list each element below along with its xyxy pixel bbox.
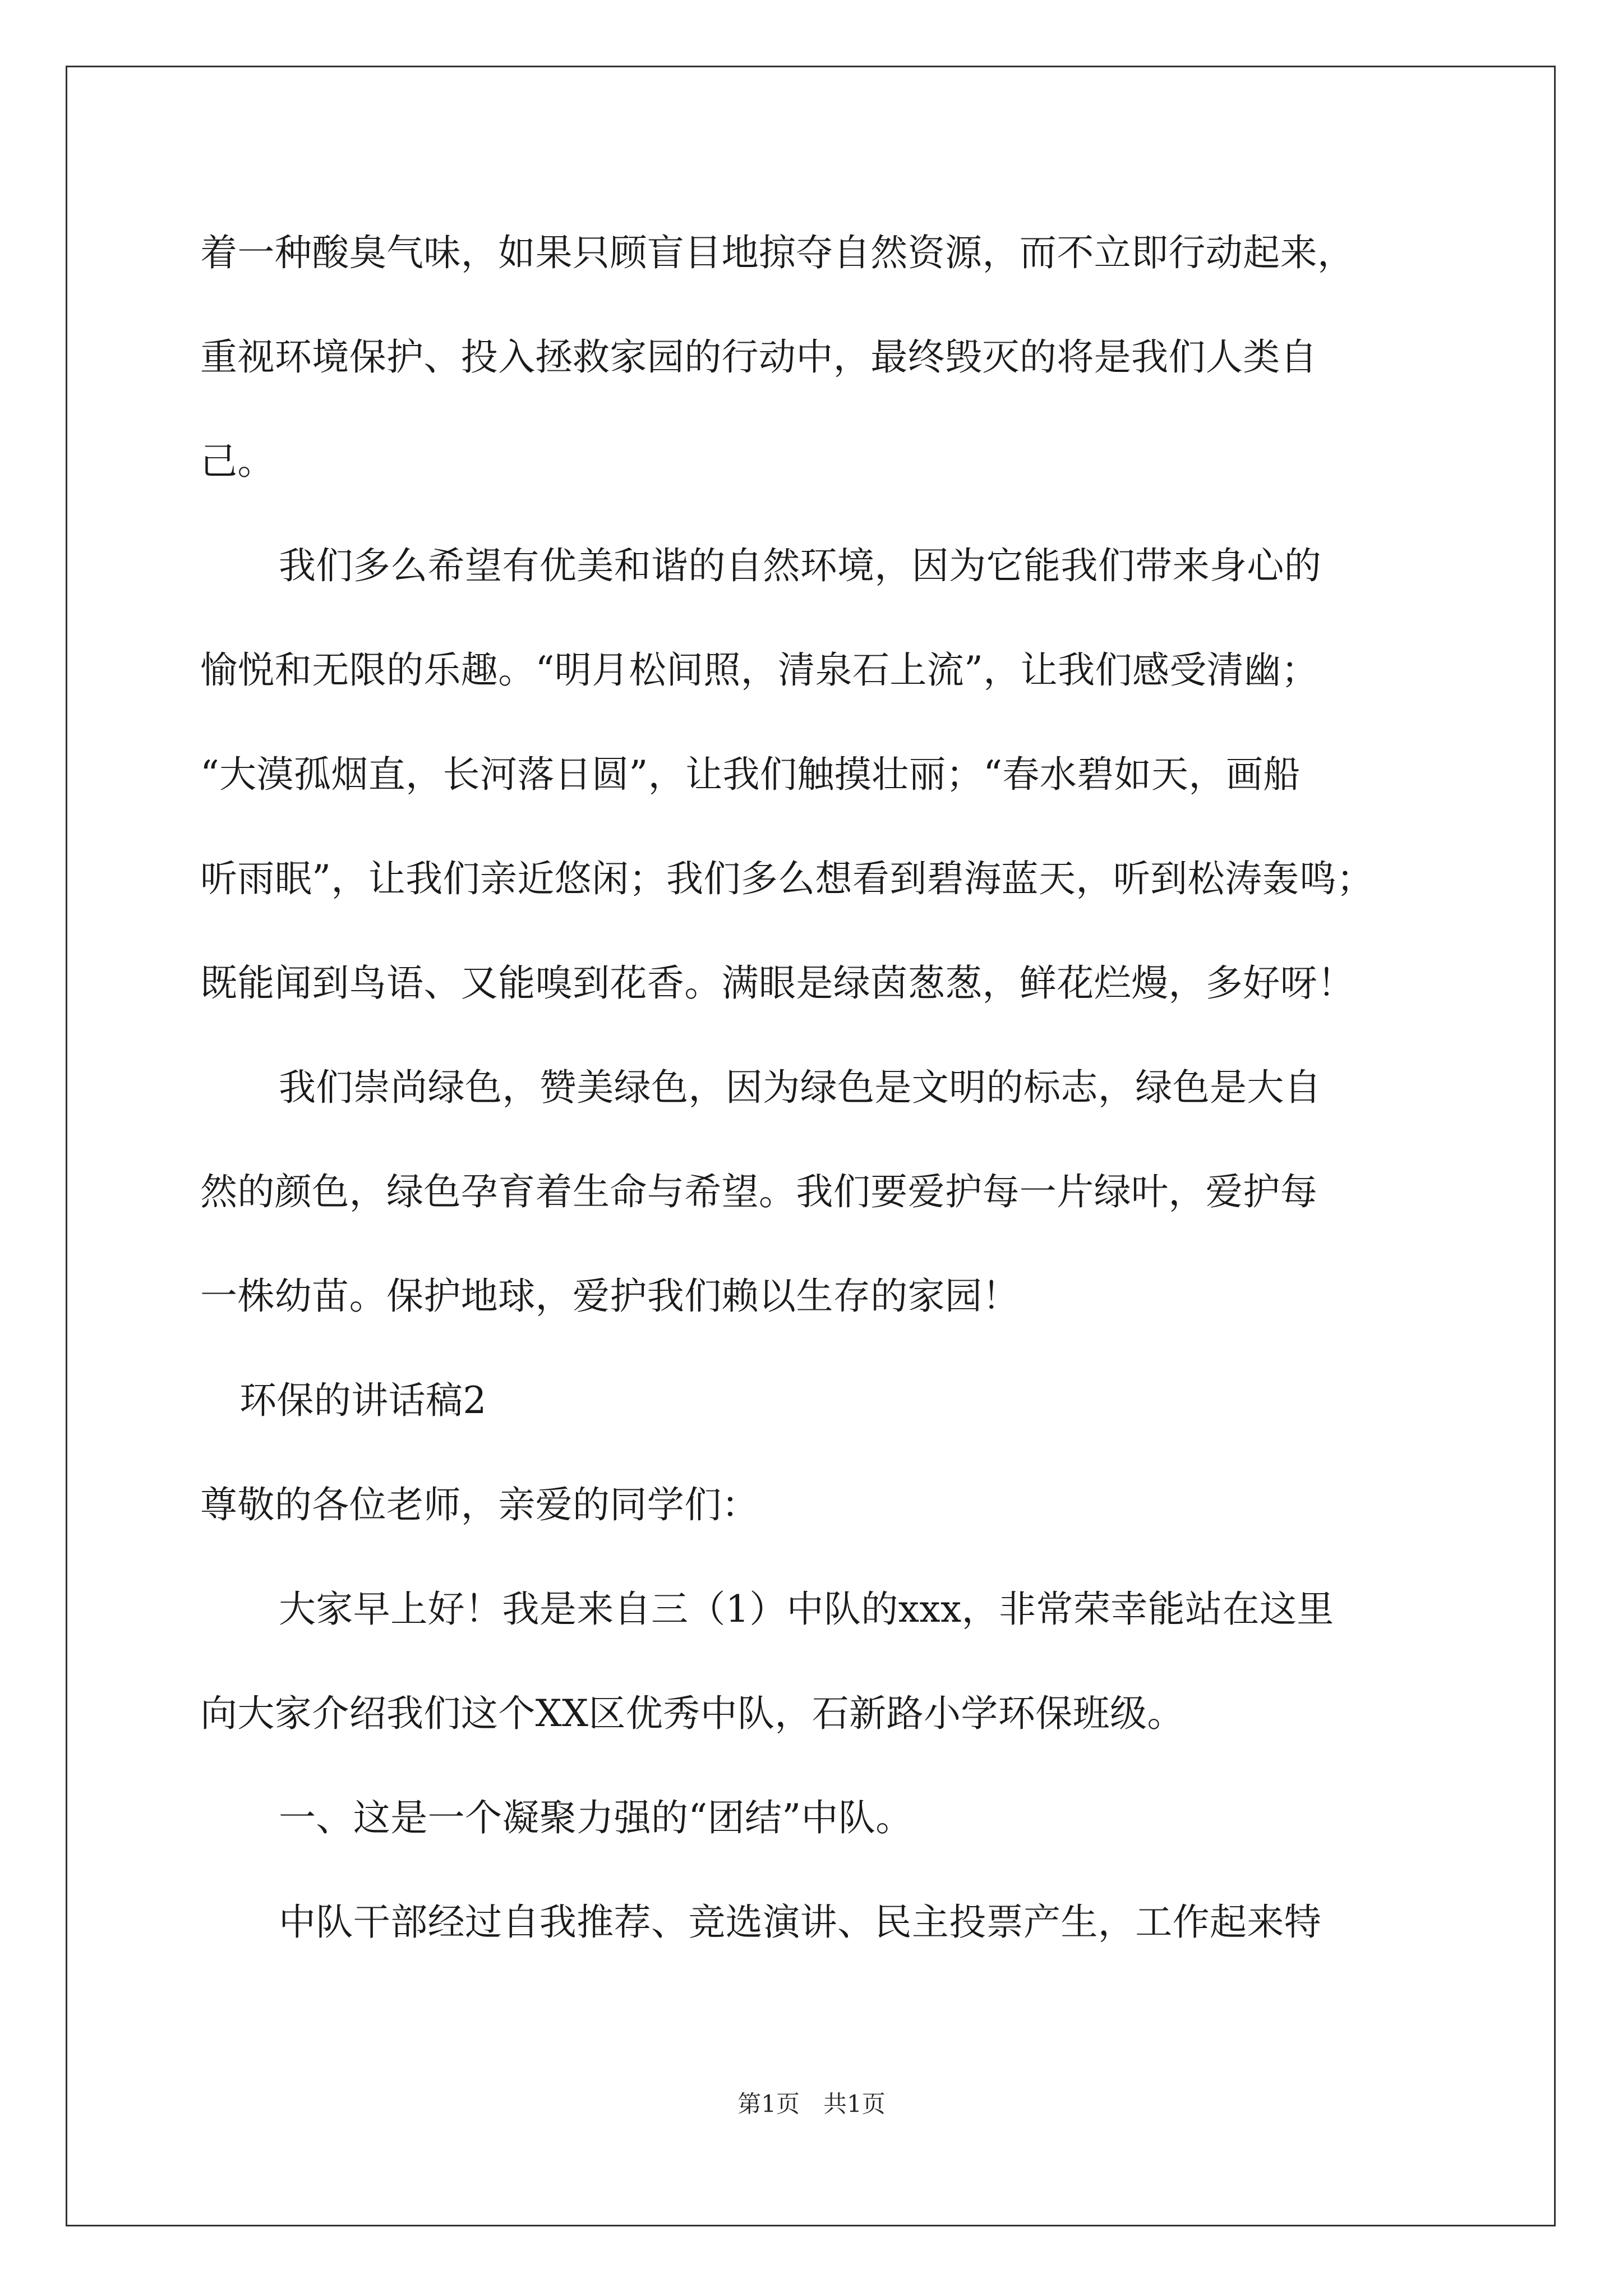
text-line: 一株幼苗。保护地球，爱护我们赖以生存的家园！ bbox=[200, 1274, 1020, 1318]
salutation: 尊敬的各位老师，亲爱的同学们： bbox=[200, 1483, 759, 1526]
section-heading: 环保的讲话稿2 bbox=[239, 1379, 487, 1422]
text-line: 听雨眠”，让我们亲近悠闲；我们多么想看到碧海蓝天，听到松涛轰鸣； bbox=[200, 857, 1374, 900]
text-line: 向大家介绍我们这个XX区优秀中队，石新路小学环保班级。 bbox=[200, 1692, 1184, 1735]
text-line: 愉悦和无限的乐趣。“明月松间照，清泉石上流”，让我们感受清幽； bbox=[200, 648, 1318, 692]
text-line: “大漠孤烟直，长河落日圆”，让我们触摸壮丽；“春水碧如天，画船 bbox=[200, 753, 1301, 796]
text-line: 既能闻到鸟语、又能嗅到花香。满眼是绿茵葱葱，鲜花烂熳，多好呀！ bbox=[200, 961, 1355, 1005]
subheading: 一、这是一个凝聚力强的“团结”中队。 bbox=[279, 1796, 913, 1839]
text-line: 己。 bbox=[200, 440, 275, 483]
paragraph-first-line: 大家早上好！我是来自三（1）中队的xxx，非常荣幸能站在这里 bbox=[279, 1588, 1334, 1631]
text-line: 重视环境保护、投入拯救家园的行动中，最终毁灭的将是我们人类自 bbox=[200, 335, 1317, 379]
text-line: 着一种酸臭气味，如果只顾盲目地掠夺自然资源，而不立即行动起来， bbox=[200, 231, 1355, 274]
text-line: 然的颜色，绿色孕育着生命与希望。我们要爱护每一片绿叶，爱护每 bbox=[200, 1170, 1317, 1213]
paragraph-first-line: 我们崇尚绿色，赞美绿色，因为绿色是文明的标志，绿色是大自 bbox=[279, 1066, 1322, 1109]
paragraph-first-line: 我们多么希望有优美和谐的自然环境，因为它能我们带来身心的 bbox=[279, 544, 1322, 587]
paragraph-first-line: 中队干部经过自我推荐、竞选演讲、民主投票产生，工作起来特 bbox=[279, 1901, 1322, 1944]
page-footer: 第1页 共1页 bbox=[737, 2090, 886, 2118]
